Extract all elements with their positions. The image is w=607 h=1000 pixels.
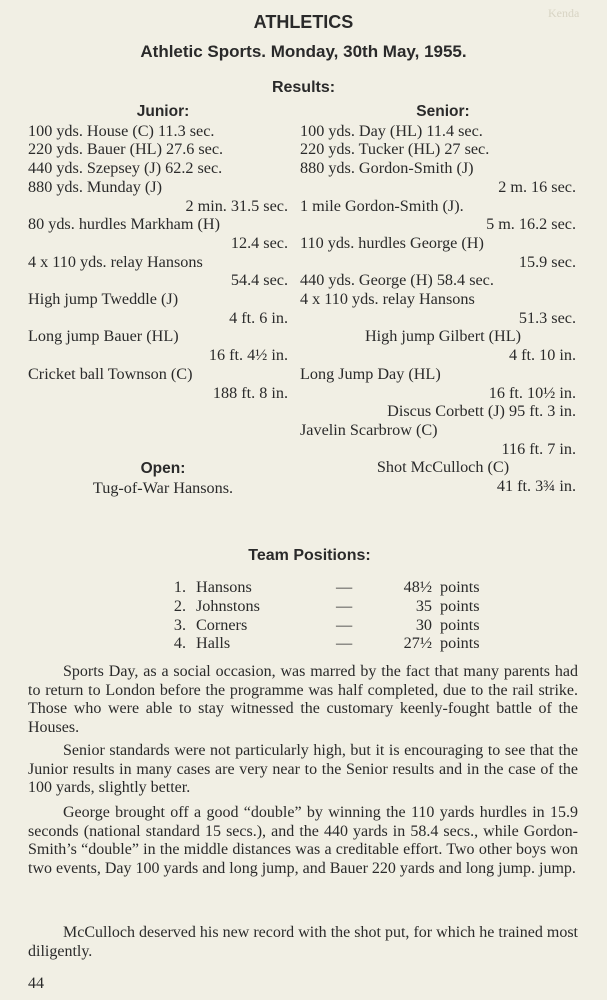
page-title: ATHLETICS [253,12,354,32]
senior-results-column [300,103,586,496]
junior-result-line: Cricket ball Townson (C) [28,364,193,383]
dash-separator: — [336,596,353,615]
junior-result-line: 880 yds. Munday (J) [28,177,162,196]
table-row [150,616,480,635]
junior-result-line: 2 min. 31.5 sec. [185,196,288,215]
senior-result-line: 110 yds. hurdles George (H) [300,233,484,252]
senior-result-line: Long Jump Day (HL) [300,364,441,383]
senior-result-line: Discus Corbett (J) 95 ft. 3 in. [387,402,576,421]
junior-result-line: 16 ft. 4½ in. [208,346,288,365]
points-unit: points [440,615,480,634]
open-heading: Open: [140,460,186,477]
junior-result-line: 220 yds. Bauer (HL) 27.6 sec. [28,140,224,159]
senior-result-line: 4 ft. 10 in. [509,346,576,365]
report-paragraph: Senior standards were not particularly high, but it is encouraging to see that the Junior results in many cases are very near to the Senior results and in the case of the 100 yards, slightly better. [28,742,578,797]
house-name: Hansons [196,578,252,596]
position-number: 1. [173,578,186,596]
team-positions-table [150,578,480,653]
dash-separator: — [336,634,353,653]
junior-result-line: 4 x 110 yds. relay Hansons [28,252,203,271]
senior-result-line: Javelin Scarbrow (C) [300,420,438,439]
junior-result-line: 4 ft. 6 in. [229,308,288,327]
senior-result-line: 4 x 110 yds. relay Hansons [300,290,475,309]
report-paragraph: McCulloch deserved his new record with the shot put, for which he trained most diligently. [28,924,578,960]
report-paragraph: Sports Day, as a social occasion, was marred by the fact that many parents had to return to London before the programme was half completed, due to the rail strike. Those who were able to stay witnessed the customary keenly-fought battle of the Houses. [28,663,578,736]
senior-result-line: 1 mile Gordon-Smith (J). [300,196,464,215]
senior-result-line: 440 yds. George (H) 58.4 sec. [300,271,494,290]
dash-separator: — [336,578,353,596]
senior-result-line: Shot McCulloch (C) [376,458,510,477]
senior-result-line: 15.9 sec. [518,252,576,271]
position-number: 3. [173,615,186,634]
junior-result-line: Long jump Bauer (HL) [28,327,179,346]
junior-heading: Junior: [136,103,190,120]
senior-result-line: 100 yds. Day (HL) 11.4 sec. [300,121,483,140]
senior-result-line: 5 m. 16.2 sec. [486,215,576,234]
senior-heading: Senior: [416,103,470,120]
senior-result-line: 2 m. 16 sec. [498,177,576,196]
junior-result-line: 12.4 sec. [230,233,288,252]
points-value: 48½ [403,578,432,596]
team-positions-heading: Team Positions: [248,547,371,564]
dash-separator: — [336,615,353,634]
points-unit: points [440,634,480,653]
results-heading: Results: [271,79,336,96]
position-number: 4. [173,634,186,653]
house-name: Corners [196,615,248,634]
event-subtitle: Athletic Sports. Monday, 30th May, 1955. [140,42,467,61]
junior-results-column [28,103,298,402]
facing-page-bleed-text: Kenda [548,6,580,20]
points-value: 35 [415,596,432,615]
senior-result-line: 16 ft. 10½ in. [488,383,576,402]
junior-result-line: 188 ft. 8 in. [212,383,288,402]
junior-result-line: 100 yds. House (C) 11.3 sec. [28,121,215,140]
junior-result-line: 54.4 sec. [230,271,288,290]
house-name: Johnstons [196,596,260,615]
junior-result-line: 80 yds. hurdles Markham (H) [28,215,220,234]
table-row [150,634,480,653]
open-result-line: Tug-of-War Hansons. [92,479,234,497]
table-row [150,578,480,597]
page-number: 44 [28,975,44,992]
points-value: 30 [415,615,432,634]
table-row [150,597,480,616]
senior-result-line: 51.3 sec. [518,308,576,327]
junior-result-line: High jump Tweddle (J) [28,290,179,309]
report-paragraph: George brought off a good “double” by winning the 110 yards hurdles in 15.9 seconds (national standard 15 secs.), and the 440 yards in 58.4 secs., while Gordon-Smith’s “double” in the middle distances was a creditable effort. Two other boys won two events, Day 100 yards and long jump, and Bauer 220 yards and long jump. jump. [28,804,578,877]
points-value: 27½ [403,634,432,653]
senior-result-line: High jump Gilbert (HL) [364,327,521,346]
senior-result-line: 116 ft. 7 in. [501,439,576,458]
position-number: 2. [173,596,186,615]
senior-result-line: 880 yds. Gordon-Smith (J) [300,159,474,178]
junior-result-line: 440 yds. Szepsey (J) 62.2 sec. [28,159,223,178]
senior-result-line: 41 ft. 3¾ in. [496,477,576,496]
points-unit: points [440,578,480,596]
house-name: Halls [196,634,231,653]
points-unit: points [440,596,480,615]
senior-result-line: 220 yds. Tucker (HL) 27 sec. [300,140,490,159]
